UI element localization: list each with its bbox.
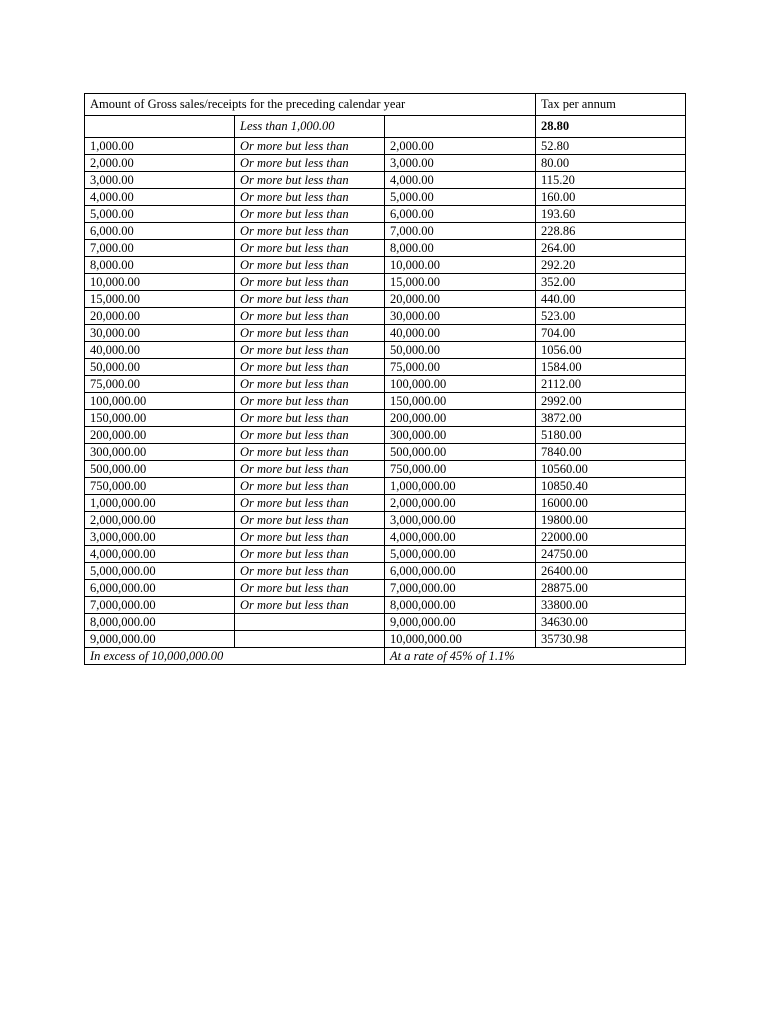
from-cell: 3,000,000.00 [85, 529, 235, 546]
amount-header: Amount of Gross sales/receipts for the preceding calendar year [85, 94, 536, 116]
condition-cell: Or more but less than [235, 325, 385, 342]
condition-cell: Or more but less than [235, 563, 385, 580]
tax-cell: 2112.00 [536, 376, 686, 393]
from-cell: 75,000.00 [85, 376, 235, 393]
to-cell: 10,000.00 [385, 257, 536, 274]
condition-cell: Or more but less than [235, 189, 385, 206]
condition-cell: Or more but less than [235, 427, 385, 444]
footer-row [85, 648, 686, 665]
to-cell: 2,000.00 [385, 138, 536, 155]
tax-cell: 160.00 [536, 189, 686, 206]
to-cell: 10,000,000.00 [385, 631, 536, 648]
condition-cell: Or more but less than [235, 172, 385, 189]
from-cell [85, 116, 235, 138]
table-row [85, 376, 686, 393]
from-cell: 3,000.00 [85, 172, 235, 189]
tax-cell: 228.86 [536, 223, 686, 240]
table-row [85, 342, 686, 359]
to-cell: 8,000,000.00 [385, 597, 536, 614]
tax-header: Tax per annum [536, 94, 686, 116]
to-cell: 200,000.00 [385, 410, 536, 427]
excess-cell: In excess of 10,000,000.00 [85, 648, 385, 665]
from-cell: 200,000.00 [85, 427, 235, 444]
tax-cell: 35730.98 [536, 631, 686, 648]
from-cell: 150,000.00 [85, 410, 235, 427]
tax-cell: 10850.40 [536, 478, 686, 495]
to-cell: 5,000.00 [385, 189, 536, 206]
table-row [85, 206, 686, 223]
condition-cell: Or more but less than [235, 138, 385, 155]
tax-cell: 440.00 [536, 291, 686, 308]
table-row [85, 393, 686, 410]
rate-cell: At a rate of 45% of 1.1% [385, 648, 686, 665]
condition-cell [235, 631, 385, 648]
tax-cell: 16000.00 [536, 495, 686, 512]
condition-cell: Or more but less than [235, 478, 385, 495]
table-row [85, 308, 686, 325]
condition-cell: Or more but less than [235, 546, 385, 563]
from-cell: 20,000.00 [85, 308, 235, 325]
from-cell: 500,000.00 [85, 461, 235, 478]
table-row [85, 427, 686, 444]
from-cell: 8,000.00 [85, 257, 235, 274]
table-row [85, 240, 686, 257]
tax-cell: 5180.00 [536, 427, 686, 444]
table-row [85, 138, 686, 155]
table-row [85, 563, 686, 580]
from-cell: 5,000.00 [85, 206, 235, 223]
condition-cell: Or more but less than [235, 495, 385, 512]
from-cell: 2,000,000.00 [85, 512, 235, 529]
tax-cell: 193.60 [536, 206, 686, 223]
condition-cell: Or more but less than [235, 597, 385, 614]
tax-cell: 10560.00 [536, 461, 686, 478]
table-row [85, 614, 686, 631]
condition-cell: Or more but less than [235, 393, 385, 410]
to-cell: 2,000,000.00 [385, 495, 536, 512]
from-cell: 750,000.00 [85, 478, 235, 495]
condition-cell: Or more but less than [235, 580, 385, 597]
to-cell: 8,000.00 [385, 240, 536, 257]
from-cell: 40,000.00 [85, 342, 235, 359]
condition-cell: Or more but less than [235, 155, 385, 172]
from-cell: 4,000,000.00 [85, 546, 235, 563]
tax-cell: 24750.00 [536, 546, 686, 563]
condition-cell: Or more but less than [235, 308, 385, 325]
first-bracket-row [85, 116, 686, 138]
tax-cell: 2992.00 [536, 393, 686, 410]
condition-cell: Or more but less than [235, 376, 385, 393]
to-cell: 4,000,000.00 [385, 529, 536, 546]
tax-cell: 28875.00 [536, 580, 686, 597]
to-cell: 40,000.00 [385, 325, 536, 342]
tax-cell: 352.00 [536, 274, 686, 291]
to-cell: 6,000.00 [385, 206, 536, 223]
condition-cell: Or more but less than [235, 342, 385, 359]
condition-cell: Or more but less than [235, 529, 385, 546]
table-row [85, 512, 686, 529]
to-cell: 750,000.00 [385, 461, 536, 478]
to-cell [385, 116, 536, 138]
from-cell: 100,000.00 [85, 393, 235, 410]
condition-cell: Or more but less than [235, 291, 385, 308]
tax-cell: 704.00 [536, 325, 686, 342]
table-row [85, 257, 686, 274]
to-cell: 9,000,000.00 [385, 614, 536, 631]
condition-cell: Or more but less than [235, 444, 385, 461]
table-row [85, 495, 686, 512]
to-cell: 30,000.00 [385, 308, 536, 325]
from-cell: 7,000.00 [85, 240, 235, 257]
tax-cell: 34630.00 [536, 614, 686, 631]
tax-cell: 115.20 [536, 172, 686, 189]
from-cell: 300,000.00 [85, 444, 235, 461]
table-row [85, 631, 686, 648]
table-row [85, 291, 686, 308]
from-cell: 15,000.00 [85, 291, 235, 308]
to-cell: 75,000.00 [385, 359, 536, 376]
condition-cell: Or more but less than [235, 461, 385, 478]
table-row [85, 546, 686, 563]
from-cell: 4,000.00 [85, 189, 235, 206]
tax-cell: 19800.00 [536, 512, 686, 529]
tax-cell: 1056.00 [536, 342, 686, 359]
from-cell: 10,000.00 [85, 274, 235, 291]
from-cell: 7,000,000.00 [85, 597, 235, 614]
from-cell: 2,000.00 [85, 155, 235, 172]
tax-cell: 523.00 [536, 308, 686, 325]
to-cell: 1,000,000.00 [385, 478, 536, 495]
from-cell: 30,000.00 [85, 325, 235, 342]
to-cell: 150,000.00 [385, 393, 536, 410]
table-row [85, 529, 686, 546]
table-row [85, 597, 686, 614]
from-cell: 6,000,000.00 [85, 580, 235, 597]
tax-cell: 3872.00 [536, 410, 686, 427]
to-cell: 5,000,000.00 [385, 546, 536, 563]
condition-cell: Or more but less than [235, 240, 385, 257]
tax-cell: 22000.00 [536, 529, 686, 546]
table-row [85, 274, 686, 291]
from-cell: 8,000,000.00 [85, 614, 235, 631]
to-cell: 500,000.00 [385, 444, 536, 461]
tax-cell: 52.80 [536, 138, 686, 155]
condition-cell: Or more but less than [235, 359, 385, 376]
to-cell: 50,000.00 [385, 342, 536, 359]
to-cell: 3,000.00 [385, 155, 536, 172]
condition-cell: Or more but less than [235, 223, 385, 240]
tax-cell: 28.80 [536, 116, 686, 138]
to-cell: 20,000.00 [385, 291, 536, 308]
to-cell: 3,000,000.00 [385, 512, 536, 529]
table-row [85, 359, 686, 376]
tax-cell: 26400.00 [536, 563, 686, 580]
table-row [85, 410, 686, 427]
condition-cell: Or more but less than [235, 512, 385, 529]
to-cell: 15,000.00 [385, 274, 536, 291]
condition-cell: Or more but less than [235, 206, 385, 223]
range-cell: Less than 1,000.00 [235, 116, 385, 138]
from-cell: 9,000,000.00 [85, 631, 235, 648]
condition-cell: Or more but less than [235, 257, 385, 274]
tax-cell: 80.00 [536, 155, 686, 172]
from-cell: 1,000.00 [85, 138, 235, 155]
to-cell: 300,000.00 [385, 427, 536, 444]
table-row [85, 172, 686, 189]
tax-cell: 33800.00 [536, 597, 686, 614]
table-header-row [85, 94, 686, 116]
to-cell: 6,000,000.00 [385, 563, 536, 580]
table-row [85, 189, 686, 206]
to-cell: 7,000.00 [385, 223, 536, 240]
tax-cell: 292.20 [536, 257, 686, 274]
table-row [85, 478, 686, 495]
table-row [85, 461, 686, 478]
tax-cell: 1584.00 [536, 359, 686, 376]
from-cell: 50,000.00 [85, 359, 235, 376]
condition-cell: Or more but less than [235, 274, 385, 291]
to-cell: 100,000.00 [385, 376, 536, 393]
table-row [85, 223, 686, 240]
table-row [85, 325, 686, 342]
from-cell: 1,000,000.00 [85, 495, 235, 512]
from-cell: 5,000,000.00 [85, 563, 235, 580]
to-cell: 7,000,000.00 [385, 580, 536, 597]
from-cell: 6,000.00 [85, 223, 235, 240]
tax-cell: 7840.00 [536, 444, 686, 461]
tax-table [84, 93, 686, 665]
table-row [85, 155, 686, 172]
table-row [85, 580, 686, 597]
condition-cell: Or more but less than [235, 410, 385, 427]
tax-cell: 264.00 [536, 240, 686, 257]
condition-cell [235, 614, 385, 631]
table-row [85, 444, 686, 461]
to-cell: 4,000.00 [385, 172, 536, 189]
